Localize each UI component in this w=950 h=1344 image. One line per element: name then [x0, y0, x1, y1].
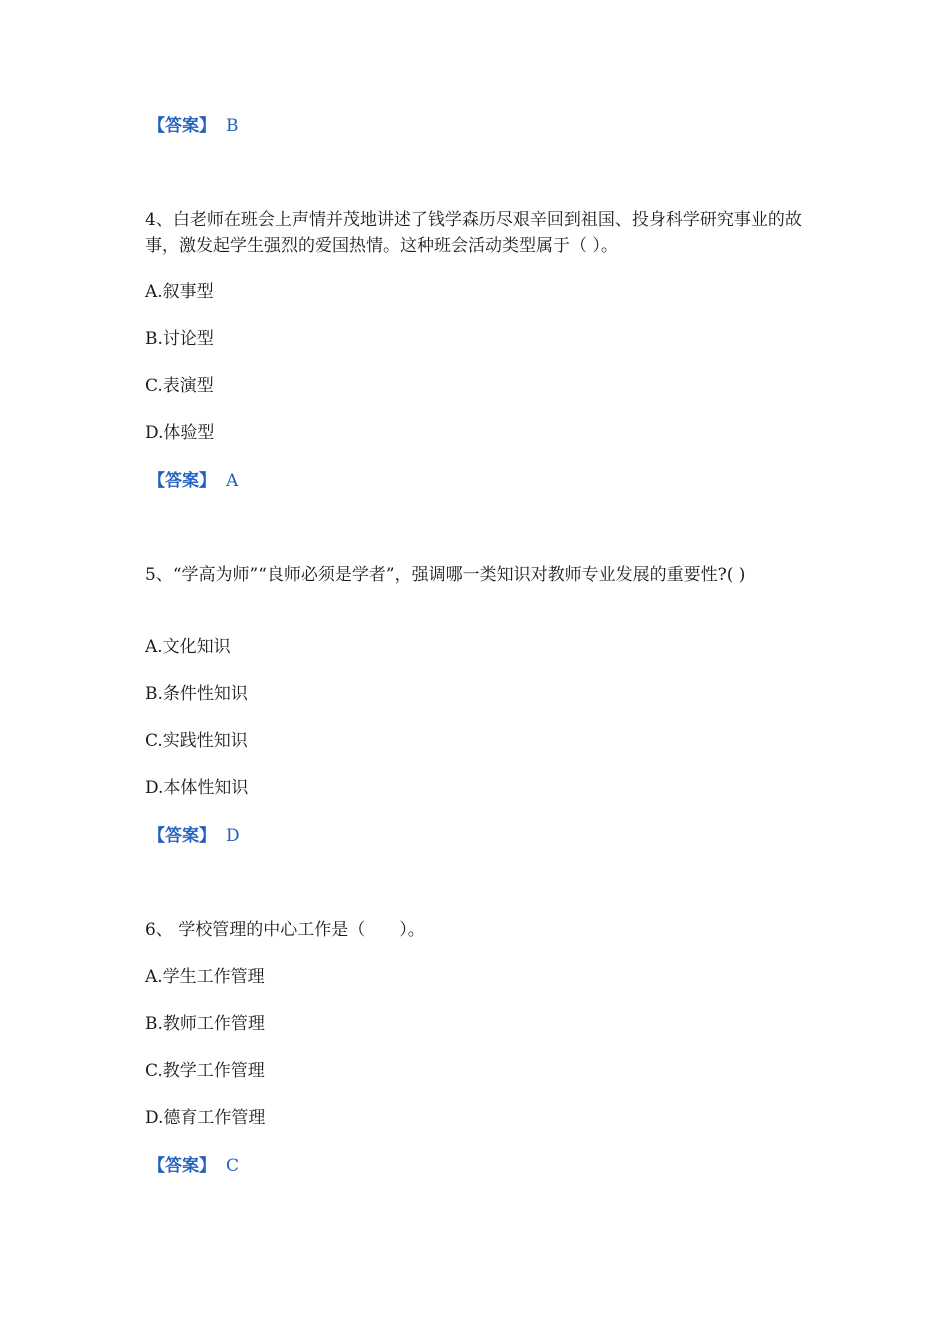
- question-6-option-b: B.教师工作管理: [145, 1014, 265, 1034]
- question-4-option-d: D.体验型: [145, 423, 215, 443]
- question-5-stem: 5、“学高为师”“良师必须是学者”，强调哪一类知识对教师专业发展的重要性?( ): [145, 565, 746, 585]
- question-6-option-d: D.德育工作管理: [145, 1108, 266, 1128]
- answer-line-q4: [148, 468, 238, 494]
- question-4-option-a: A.叙事型: [145, 282, 214, 302]
- question-4-option-c: C.表演型: [145, 376, 214, 396]
- answer-label: 【答案】: [148, 826, 216, 846]
- question-6-option-a: A.学生工作管理: [145, 967, 265, 987]
- question-6-option-c: C.教学工作管理: [145, 1061, 265, 1081]
- answer-line-q3: [148, 113, 239, 139]
- question-5-option-b: B.条件性知识: [145, 684, 248, 704]
- answer-value: B: [226, 116, 239, 136]
- answer-label: 【答案】: [148, 471, 216, 491]
- answer-value: C: [226, 1156, 240, 1176]
- answer-label: 【答案】: [148, 116, 216, 136]
- answer-value: D: [226, 826, 240, 846]
- question-4-stem: 4、白老师在班会上声情并茂地讲述了钱学森历尽艰辛回到祖国、投身科学研究事业的故事，激发起学生强烈的爱国热情。这种班会活动类型属于（ ）。: [145, 210, 802, 256]
- answer-value: A: [226, 471, 239, 491]
- answer-line-q5: [148, 823, 240, 849]
- question-6-stem: 6、 学校管理的中心工作是（ ）。: [145, 920, 425, 940]
- question-4-option-b: B.讨论型: [145, 329, 214, 349]
- question-5-option-a: A.文化知识: [145, 637, 231, 657]
- answer-line-q6: [148, 1153, 239, 1179]
- answer-label: 【答案】: [148, 1156, 216, 1176]
- question-5-option-d: D.本体性知识: [145, 778, 249, 798]
- question-5-option-c: C.实践性知识: [145, 731, 248, 751]
